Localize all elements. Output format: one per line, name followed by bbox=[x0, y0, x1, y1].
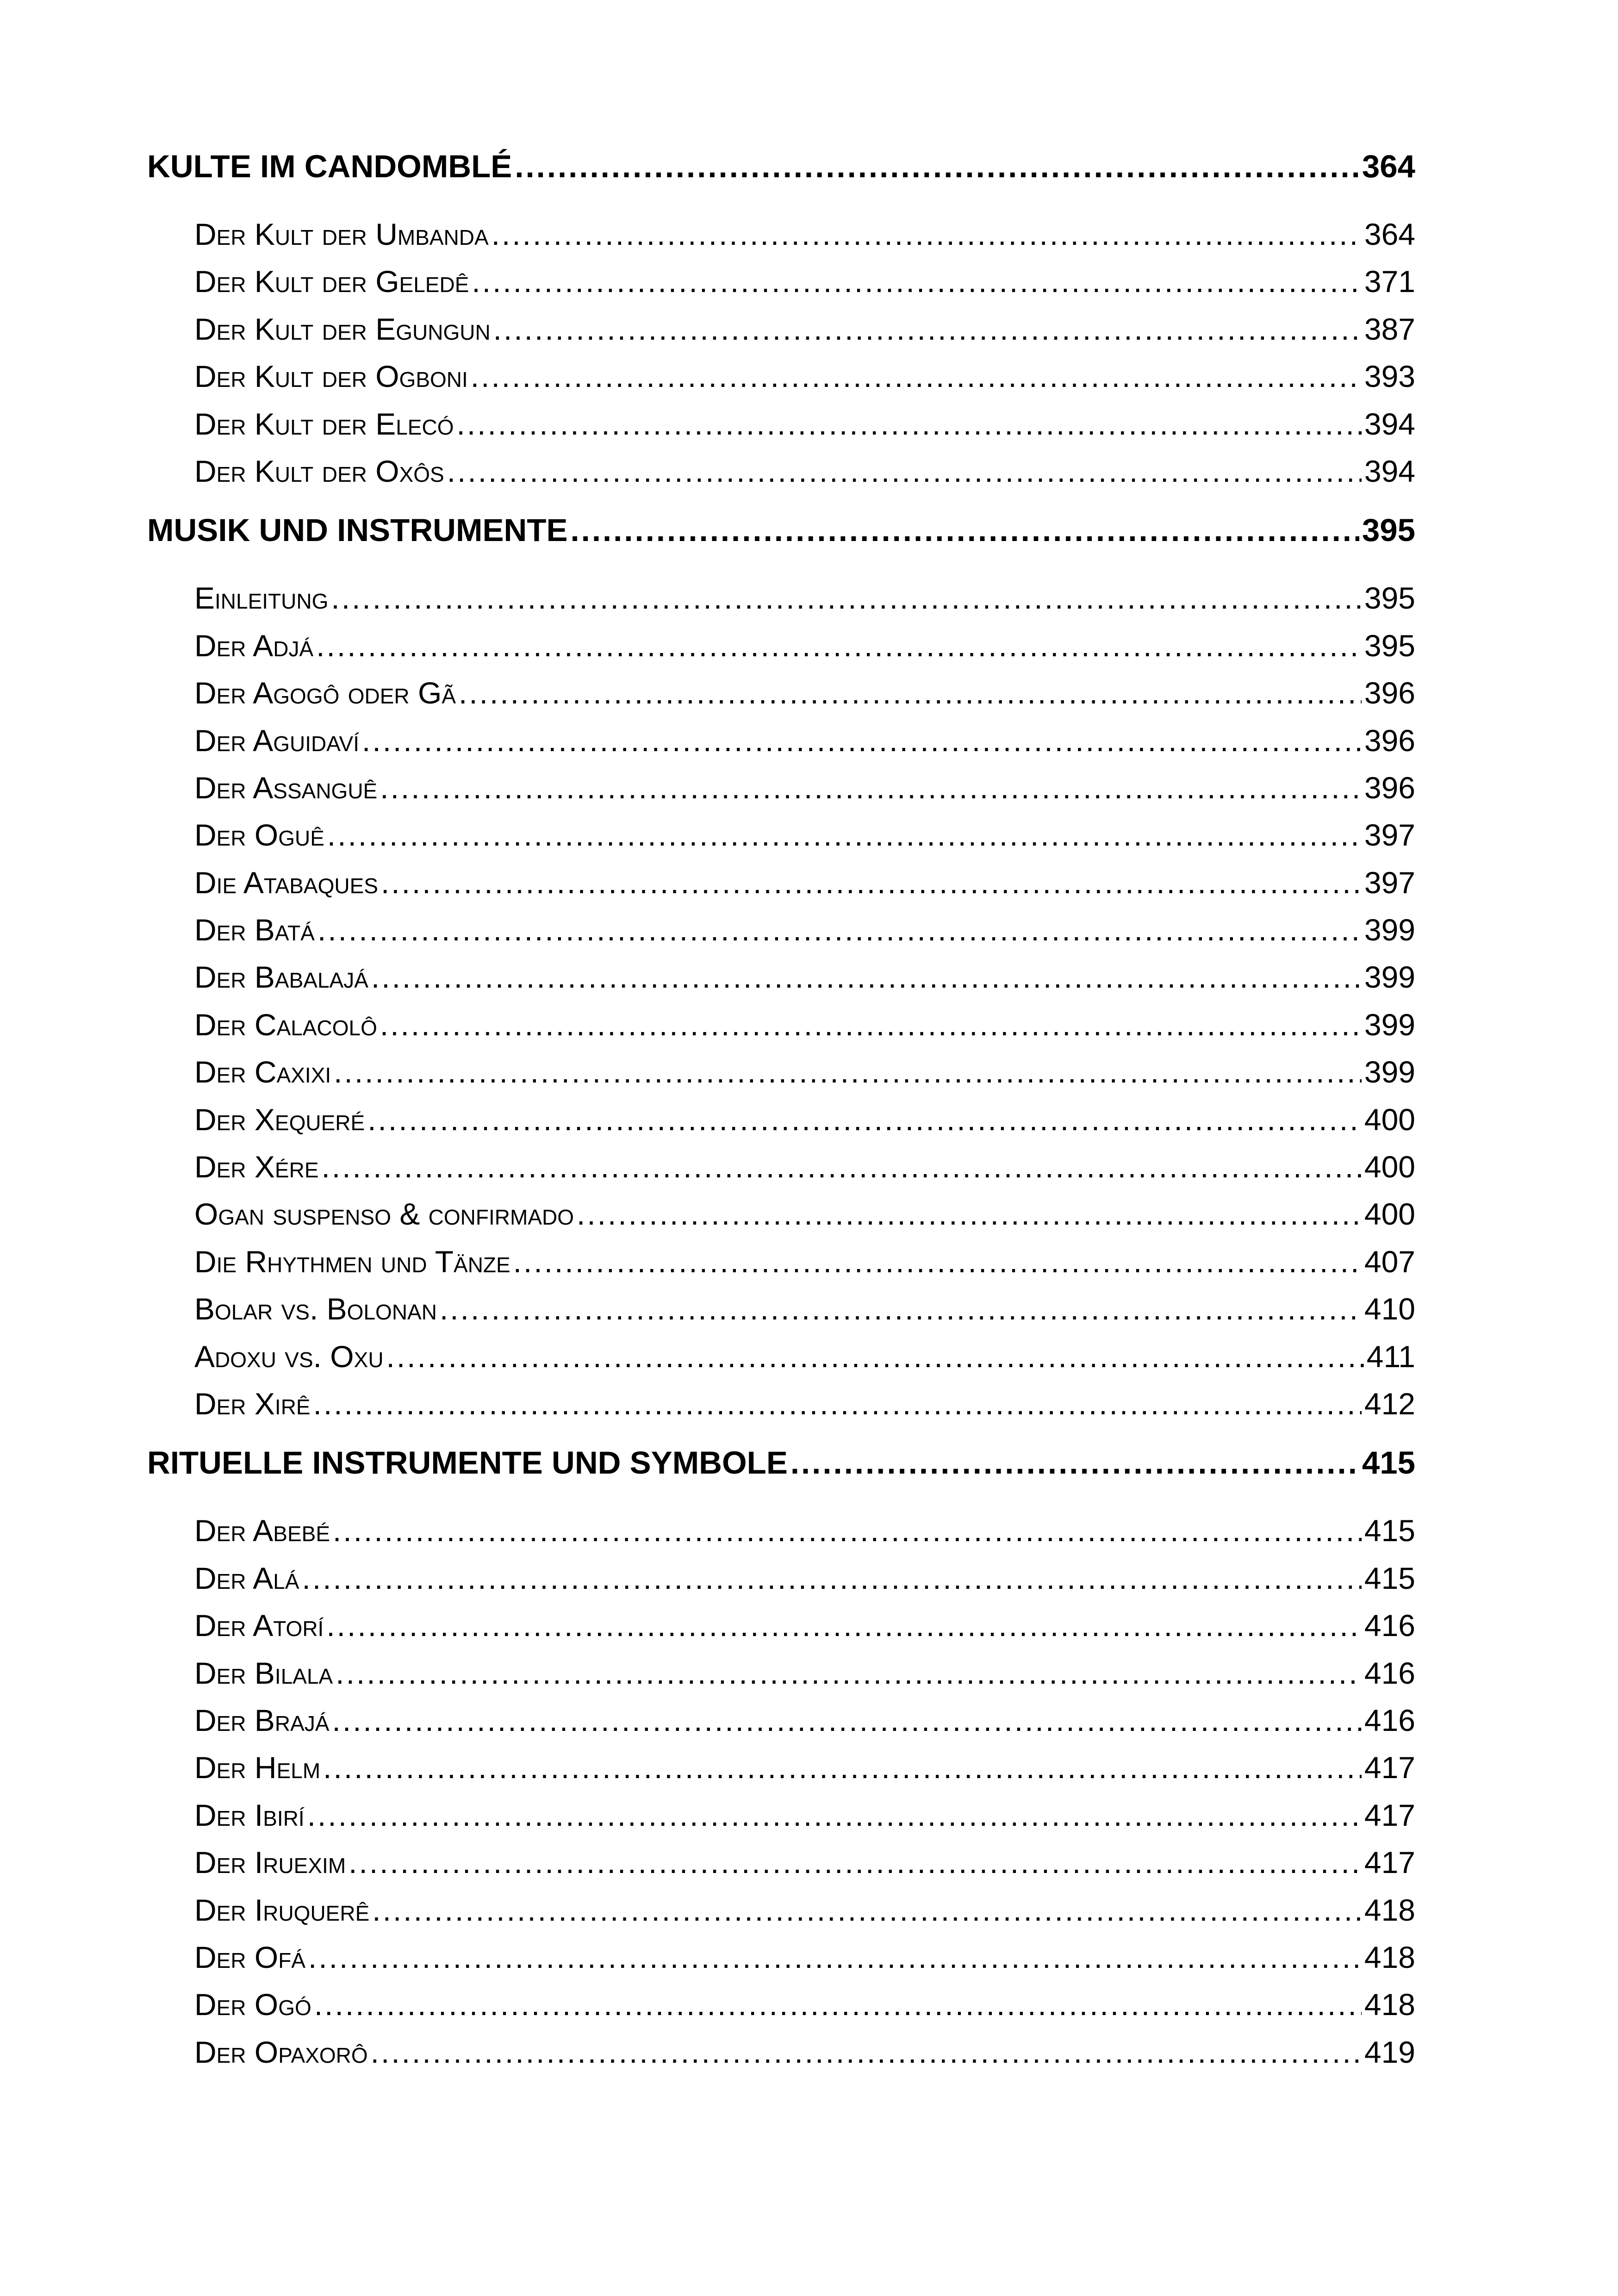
dot-leader bbox=[472, 258, 1361, 305]
toc-entry[interactable] bbox=[147, 1380, 1415, 1427]
toc-entry[interactable] bbox=[147, 811, 1415, 859]
entry-list bbox=[147, 211, 1415, 495]
entry-page-number: 417 bbox=[1364, 1798, 1415, 1832]
toc-entry[interactable] bbox=[147, 1744, 1415, 1791]
toc-entry[interactable] bbox=[147, 1602, 1415, 1649]
entry-page-number: 419 bbox=[1364, 2035, 1415, 2069]
toc-section bbox=[147, 1437, 1415, 2076]
toc-entry[interactable] bbox=[147, 1934, 1415, 1981]
dot-leader bbox=[577, 1190, 1362, 1238]
entry-page-number: 399 bbox=[1364, 913, 1415, 947]
toc-entry[interactable] bbox=[147, 1333, 1415, 1380]
toc-entry[interactable] bbox=[147, 353, 1415, 400]
entry-title: Der Xére bbox=[194, 1150, 319, 1184]
dot-leader bbox=[513, 1238, 1362, 1285]
toc-entry[interactable] bbox=[147, 1886, 1415, 1934]
entry-page-number: 416 bbox=[1364, 1703, 1415, 1737]
entry-page-number: 400 bbox=[1364, 1102, 1415, 1137]
dot-leader bbox=[323, 1744, 1362, 1791]
entry-page-number: 395 bbox=[1364, 581, 1415, 616]
entry-page-number: 415 bbox=[1364, 1561, 1415, 1595]
toc-entry[interactable] bbox=[147, 211, 1415, 258]
dot-leader bbox=[440, 1285, 1362, 1332]
chapter-title: RITUELLE INSTRUMENTE UND SYMBOLE bbox=[147, 1445, 788, 1481]
entry-list bbox=[147, 574, 1415, 1427]
entry-title: Der Ofá bbox=[194, 1940, 306, 1974]
entry-page-number: 415 bbox=[1364, 1513, 1415, 1548]
entry-title: Der Ogó bbox=[194, 1987, 311, 2022]
dot-leader bbox=[367, 1096, 1362, 1143]
entry-title: Ogan suspenso & confirmado bbox=[194, 1197, 574, 1232]
dot-leader bbox=[492, 211, 1362, 258]
entry-title: Adoxu vs. Oxu bbox=[194, 1339, 384, 1374]
dot-leader bbox=[790, 1437, 1359, 1488]
entry-list bbox=[147, 1507, 1415, 2076]
toc-entry[interactable] bbox=[147, 1981, 1415, 2028]
dot-leader bbox=[447, 448, 1362, 495]
dot-leader bbox=[493, 305, 1362, 353]
toc-entry[interactable] bbox=[147, 400, 1415, 448]
chapter-page-number: 364 bbox=[1362, 149, 1415, 184]
entry-page-number: 371 bbox=[1364, 264, 1415, 299]
entry-page-number: 397 bbox=[1364, 865, 1415, 900]
entry-title: Der Kult der Egungun bbox=[194, 311, 491, 346]
dot-leader bbox=[571, 505, 1359, 556]
toc-entry[interactable] bbox=[147, 1048, 1415, 1095]
entry-title: Der Kult der Geledê bbox=[194, 264, 469, 299]
entry-title: Der Assanguê bbox=[194, 770, 378, 805]
entry-page-number: 410 bbox=[1364, 1292, 1415, 1326]
chapter-page-number: 395 bbox=[1362, 512, 1415, 548]
entry-title: Der Atorí bbox=[194, 1608, 324, 1643]
entry-title: Der Abebé bbox=[194, 1513, 330, 1548]
toc-entry[interactable] bbox=[147, 448, 1415, 495]
entry-title: Der Caxixi bbox=[194, 1055, 331, 1089]
entry-page-number: 399 bbox=[1364, 1007, 1415, 1042]
dot-leader bbox=[316, 622, 1362, 669]
entry-title: Die Rhythmen und Tänze bbox=[194, 1244, 510, 1279]
entry-title: Der Agogô oder Gã bbox=[194, 676, 456, 710]
entry-page-number: 411 bbox=[1366, 1339, 1415, 1374]
dot-leader bbox=[314, 1981, 1362, 2028]
entry-page-number: 394 bbox=[1364, 454, 1415, 488]
entry-title: Der Opaxorô bbox=[194, 2035, 368, 2069]
dot-leader bbox=[371, 953, 1362, 1001]
dot-leader bbox=[327, 811, 1362, 859]
entry-page-number: 396 bbox=[1364, 676, 1415, 710]
toc-entry[interactable] bbox=[147, 1001, 1415, 1048]
entry-title: Der Brajá bbox=[194, 1703, 330, 1737]
dot-leader bbox=[515, 141, 1359, 192]
dot-leader bbox=[331, 574, 1361, 622]
entry-page-number: 395 bbox=[1364, 628, 1415, 663]
dot-leader bbox=[326, 1602, 1362, 1649]
dot-leader bbox=[471, 353, 1362, 400]
entry-page-number: 393 bbox=[1364, 359, 1415, 394]
toc-entry[interactable] bbox=[147, 669, 1415, 716]
entry-page-number: 396 bbox=[1364, 723, 1415, 758]
entry-title: Der Adjá bbox=[194, 628, 314, 663]
entry-title: Der Batá bbox=[194, 913, 315, 947]
toc-entry[interactable] bbox=[147, 1839, 1415, 1886]
entry-page-number: 416 bbox=[1364, 1608, 1415, 1643]
entry-page-number: 396 bbox=[1364, 770, 1415, 805]
toc-entry[interactable] bbox=[147, 574, 1415, 622]
dot-leader bbox=[459, 669, 1362, 716]
entry-page-number: 399 bbox=[1364, 1055, 1415, 1089]
entry-page-number: 397 bbox=[1364, 818, 1415, 852]
chapter-heading[interactable] bbox=[147, 141, 1415, 192]
dot-leader bbox=[380, 1001, 1362, 1048]
dot-leader bbox=[317, 906, 1362, 953]
toc-entry[interactable] bbox=[147, 1096, 1415, 1143]
entry-title: Der Oguê bbox=[194, 818, 324, 852]
entry-title: Der Kult der Oxôs bbox=[194, 454, 444, 488]
chapter-heading[interactable] bbox=[147, 1437, 1415, 1488]
entry-title: Der Iruexim bbox=[194, 1845, 346, 1880]
entry-title: Einleitung bbox=[194, 581, 329, 616]
dot-leader bbox=[381, 859, 1362, 906]
dot-leader bbox=[362, 717, 1362, 764]
dot-leader bbox=[457, 400, 1362, 448]
entry-page-number: 400 bbox=[1364, 1197, 1415, 1232]
toc-entry[interactable] bbox=[147, 1649, 1415, 1697]
entry-page-number: 407 bbox=[1364, 1244, 1415, 1279]
entry-title: Der Xequeré bbox=[194, 1102, 365, 1137]
dot-leader bbox=[308, 1934, 1362, 1981]
entry-title: Der Aguidaví bbox=[194, 723, 360, 758]
toc-entry[interactable] bbox=[147, 622, 1415, 669]
entry-page-number: 412 bbox=[1364, 1386, 1415, 1421]
entry-title: Der Iruquerê bbox=[194, 1892, 370, 1927]
dot-leader bbox=[348, 1839, 1362, 1886]
toc-entry[interactable] bbox=[147, 859, 1415, 906]
entry-title: Der Kult der Ogboni bbox=[194, 359, 468, 394]
toc-entry[interactable] bbox=[147, 1190, 1415, 1238]
entry-title: Der Ibirí bbox=[194, 1798, 305, 1832]
dot-leader bbox=[313, 1380, 1362, 1427]
entry-page-number: 364 bbox=[1364, 217, 1415, 251]
toc-entry[interactable] bbox=[147, 1238, 1415, 1285]
entry-page-number: 417 bbox=[1364, 1750, 1415, 1785]
entry-page-number: 418 bbox=[1364, 1940, 1415, 1974]
entry-title: Bolar vs. Bolonan bbox=[194, 1292, 437, 1326]
toc-entry[interactable] bbox=[147, 1792, 1415, 1839]
toc-entry[interactable] bbox=[147, 1285, 1415, 1332]
dot-leader bbox=[322, 1143, 1362, 1190]
toc-entry[interactable] bbox=[147, 258, 1415, 305]
chapter-title: MUSIK UND INSTRUMENTE bbox=[147, 512, 568, 548]
dot-leader bbox=[386, 1333, 1364, 1380]
chapter-page-number: 415 bbox=[1362, 1445, 1415, 1481]
toc-section bbox=[147, 141, 1415, 495]
entry-title: Die Atabaques bbox=[194, 865, 378, 900]
entry-page-number: 416 bbox=[1364, 1655, 1415, 1690]
entry-page-number: 387 bbox=[1364, 311, 1415, 346]
table-of-contents bbox=[147, 141, 1415, 2086]
chapter-heading[interactable] bbox=[147, 505, 1415, 556]
dot-leader bbox=[307, 1792, 1362, 1839]
entry-page-number: 399 bbox=[1364, 960, 1415, 995]
toc-entry[interactable] bbox=[147, 717, 1415, 764]
entry-title: Der Calacolô bbox=[194, 1007, 377, 1042]
entry-title: Der Kult der Elecó bbox=[194, 406, 454, 441]
entry-title: Der Kult der Umbanda bbox=[194, 217, 489, 251]
chapter-title: KULTE IM CANDOMBLÉ bbox=[147, 149, 512, 184]
entry-title: Der Helm bbox=[194, 1750, 321, 1785]
dot-leader bbox=[302, 1555, 1362, 1602]
entry-page-number: 418 bbox=[1364, 1987, 1415, 2022]
toc-entry[interactable] bbox=[147, 305, 1415, 353]
toc-entry[interactable] bbox=[147, 906, 1415, 953]
toc-entry[interactable] bbox=[147, 1143, 1415, 1190]
toc-entry[interactable] bbox=[147, 1507, 1415, 1554]
dot-leader bbox=[332, 1697, 1362, 1744]
toc-entry[interactable] bbox=[147, 953, 1415, 1001]
entry-page-number: 417 bbox=[1364, 1845, 1415, 1880]
entry-title: Der Alá bbox=[194, 1561, 299, 1595]
entry-page-number: 400 bbox=[1364, 1150, 1415, 1184]
dot-leader bbox=[380, 764, 1362, 811]
toc-entry[interactable] bbox=[147, 2028, 1415, 2076]
toc-entry[interactable] bbox=[147, 764, 1415, 811]
toc-entry[interactable] bbox=[147, 1555, 1415, 1602]
entry-title: Der Babalajá bbox=[194, 960, 368, 995]
dot-leader bbox=[334, 1048, 1362, 1095]
entry-title: Der Xirê bbox=[194, 1386, 311, 1421]
dot-leader bbox=[333, 1507, 1362, 1554]
dot-leader bbox=[371, 2028, 1362, 2076]
entry-page-number: 394 bbox=[1364, 406, 1415, 441]
toc-section bbox=[147, 505, 1415, 1427]
dot-leader bbox=[372, 1886, 1362, 1934]
entry-title: Der Bilala bbox=[194, 1655, 333, 1690]
dot-leader bbox=[336, 1649, 1362, 1697]
toc-entry[interactable] bbox=[147, 1697, 1415, 1744]
entry-page-number: 418 bbox=[1364, 1892, 1415, 1927]
